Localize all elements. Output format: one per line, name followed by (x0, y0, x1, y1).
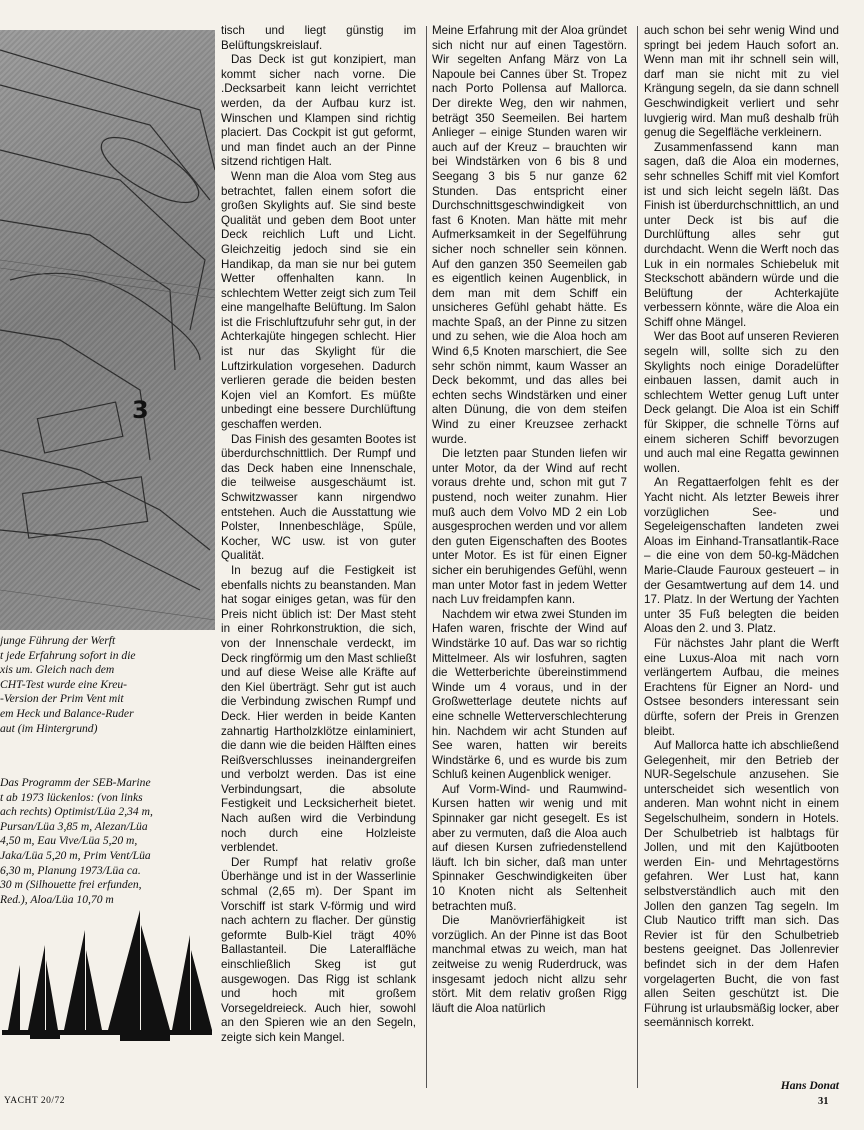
deck-plan-drawing (0, 30, 215, 630)
footer-magazine-issue: YACHT 20/72 (4, 1096, 66, 1106)
article-paragraph: Auf Vorm-Wind- und Raumwind-Kursen hatten wir wenig und mit Spinnaker gar nicht gesegelt. Es ist aber zu vermuten, daß die Aloa auch auf diesen Kursen zufriedenstellend läuft. Ich bin sicher, daß man unter Spinnaker Geschwindigkeiten über 10 Knoten nicht als Seltenheit betrachten muß. (432, 782, 627, 913)
caption-line: 6,30 m, Planung 1973/Lüa ca. (0, 863, 141, 877)
article-paragraph: tisch und liegt günstig im Belüftungskreislauf. (221, 24, 416, 52)
caption-line: Pursan/Lüa 3,85 m, Alezan/Lüa (0, 819, 148, 833)
article-paragraph: auch schon bei sehr wenig Wind und springt bei jedem Hauch sofort an. Wenn man mit ihr schnell sein will, darf man sie nicht mit zu viel Krängung segeln, da sie dann schnell Geschwindigkeit verliert und sehr luvgierig wird. Man muß deshalb früh genug die Segelfläche verkleinern. (644, 24, 839, 140)
caption-line: CHT-Test wurde eine Kreu- (0, 677, 127, 691)
page-number: 31 (818, 1096, 829, 1107)
caption-line: Das Programm der SEB-Marine (0, 776, 151, 789)
caption-line: Jaka/Lüa 5,20 m, Prim Vent/Lüa (0, 848, 151, 862)
caption-line: 30 m (Silhouette frei erfunden, (0, 878, 142, 892)
article-paragraph: Für nächstes Jahr plant die Werft eine Luxus-Aloa mit nach vorn verlängertem Aufbau, die meines Erachtens für Eigner an Nord- und Ostsee besonders interessant sein dürfte, sofern der Preis in Grenzen bleibt. (644, 636, 839, 738)
yacht-deck-plan-photo (0, 30, 215, 630)
sail-silhouettes-image (0, 905, 215, 1055)
article-paragraph: Die letzten paar Stunden liefen wir unter Motor, da der Wind auf recht voraus drehte und, schon mit gut 7 pustend, noch weiter zunahm. Hier muß auch dem Volvo MD 2 ein Lob ausgesprochen werden und vor allem den guten Eigenschaften des Bootes unter Motor. Es ist für einen Eigner sicher ein beruhigendes Gefühl, wenn man unter Motor fast in jedem Wetter nach Luv freidampfen kann. (432, 447, 627, 607)
article-column-1 (221, 24, 416, 1046)
caption-line: ach rechts) Optimist/Lüa 2,34 m, (0, 805, 153, 819)
article-paragraph: Meine Erfahrung mit der Aloa gründet sich nicht nur auf einen Tagestörn. Wir segelten Anfang März von La Napoule bei Cannes über St. Tropez nach Porto Pollensa auf Mallorca. Der direkte Weg, den wir nahmen, beträgt 350 Seemeilen. Bei hartem Anlieger – einige Stunden waren wir auch auf der Kreuz – brauchten wir bei Windstärken von 6 bis 8 und Seegang 3 bis 5 nur ganze 62 Stunden. Das entspricht einer Durchschnittsgeschwindigkeit von fast 6 Knoten. Man hätte mit mehr Aufmerksamkeit in der Segelführung sicher noch schneller sein können. Auf den ganzen 350 Seemeilen gab es eigentlich keinen Augenblick, in dem man mit dem Schiff ein unsicheres Gefühl gehabt hätte. Es machte Spaß, an der Pinne zu sitzen und zu sehen, wie die Aloa hoch am Wind 6,5 Knoten marschiert, die See sehr schön nimmt, kaum Wasser an Deck bekommt, und das alles bei echten sechs Windstärken und einer alten Dünung, die von dem steifen Wind zu einer Kreuzsee zerhackt wurde. (432, 24, 627, 446)
article-paragraph: Der Rumpf hat relativ große Überhänge und ist in der Wasserlinie schmal (2,65 m). Der Spant im Vorschiff ist stark V-förmig und wird nach achtern zu flacher. Der günstig geformte Bulb-Kiel trägt 40% Ballastanteil. Die Lateralfläche einschließlich Skeg ist gut ausgewogen. Das Rigg ist schlank und hoch mit großem Vorsegeldreieck. Auch hier, sowohl an den Spieren wie an den Segeln, zeigte sich kein Mangel. (221, 855, 416, 1044)
caption-line: xis um. Gleich nach dem (0, 663, 115, 677)
sail-silhouettes-drawing (0, 905, 215, 1055)
article-column-2 (432, 24, 627, 1016)
caption-line: 4,50 m, Eau Vive/Lüa 5,20 m, (0, 834, 138, 848)
caption-line: aut (im Hintergrund) (0, 721, 98, 735)
article-paragraph: In bezug auf die Festigkeit ist ebenfalls nichts zu beanstanden. Man hat sogar einiges getan, was für den Preis nicht üblich ist: Der Mast steht in einer Rohrkonstruktion, die sich, von der Innenschale verdeckt, im Deck ringförmig um den Mast schließt und auf diese Weise alle Kräfte auf den Kiel überträgt. Sehr gut ist auch die Verbindung zwischen Rumpf und Deck. Hier werden in beide Kanten zahnartig Hartholzklötze einlaminiert, die dann wie die beiden Hälften eines Reißverschlusses ineinandergreifen und verbolzt werden. Das ist eine Verbindungsart, die absolute Festigkeit und Lecksicherheit bietet. Nach außen wird die Verbindung noch durch eine Holzleiste verblendet. (221, 563, 416, 855)
author-signature: Hans Donat (780, 1079, 839, 1092)
article-paragraph: Wenn man die Aloa vom Steg aus betrachtet, fallen einem sofort die großen Skylights auf. Sie sind beste Qualität und geben dem Boot unter Deck reichlich Luft und Licht. Gleichzeitig jedoch sind sie ein Handikap, da man sie nur bei gutem Wetter offenhalten kann. In schlechtem Wetter zeigt sich zum Teil eine mangelhafte Belüftung. Im Salon ist die Frischluftzufuhr sehr gut, in der Achterkajüte hingegen schlecht. Hier ist nur das Skylight für die Luftzirkulation vorgesehen. Dadurch verlieren gerade die beiden besten Kojen viel an Komfort. Es müßte unbedingt eine bessere Durchlüftung geschaffen werden. (221, 169, 416, 432)
article-paragraph: Zusammenfassend kann man sagen, daß die Aloa ein modernes, sehr schnelles Schiff mit viel Komfort ist und sich leicht segeln läßt. Das Finish ist überdurchschnittlich, an und unter Deck ist bis auf die Durchlüftung alles sehr gut durchdacht. Wenn die Werft noch das Luk in ein normales Schiebeluk mit Steckschott abändern würde und die Belüftung der Achterkajüte verbessern könnte, wäre die Aloa ein Schiff ohne Mängel. (644, 140, 839, 329)
caption-line: t ab 1973 lückenlos: (von links (0, 790, 143, 804)
article-paragraph: Nachdem wir etwa zwei Stunden im Hafen waren, frischte der Wind auf Windstärke 10 auf. Das war so richtig Mittelmeer. Als wir losfuhren, sagten die Wetterberichte übereinstimmend Winde um 4 voraus, und in der Großwetterlage deutete nichts auf eine schnelle Wetterverschlechterung hin. Nachdem wir acht Stunden auf See waren, hatten wir bereits Windstärke 6, und es wurde bis zum Schluß keinen Augenblick weniger. (432, 607, 627, 782)
caption-line: -Version der Prim Vent mit (0, 692, 124, 706)
article-paragraph: Das Deck ist gut konzipiert, man kommt sicher nach vorne. Die .Decksarbeit kann leicht verrichtet werden, da der Aufbau kurz ist. Winschen und Klampen sind richtig placiert. Das Cockpit ist gut geformt, und man findet auch an der Pinne sitzend richtigen Halt. (221, 53, 416, 169)
caption-line: Red.), Aloa/Lüa 10,70 m (0, 892, 114, 906)
caption-line: junge Führung der Werft (0, 634, 116, 647)
article-column-3 (644, 24, 839, 1031)
caption-line: t jede Erfahrung sofort in die (0, 648, 136, 662)
photo-caption-bottom (0, 776, 212, 907)
article-paragraph: An Regattaerfolgen fehlt es der Yacht nicht. Als letzter Beweis ihrer vorzüglichen See- und Segeleigenschaften landeten zwei Aloas im Einhand-Transatlantik-Race – die eine von dem 50-kg-Mädchen Marie-Claude Fauroux gesteuert – in der Gesamtwertung auf dem 14. und 17. Platz. In der Wertung der Yachten unter 35 Fuß belegten die beiden Aloas den 2. und 3. Platz. (644, 476, 839, 636)
caption-line: em Heck und Balance-Ruder (0, 706, 134, 720)
photo-marker-number: 3 (132, 396, 149, 424)
photo-caption-top (0, 634, 212, 736)
column-divider (426, 26, 427, 1088)
article-paragraph: Das Finish des gesamten Bootes ist überdurchschnittlich. Der Rumpf und das Deck haben eine Innenschale, die teilweise ausgeschäumt ist. Schwitzwasser kann nirgendwo entstehen. Auch die Ausstattung wie Polster, Innenbeschläge, Spüle, Kocher, WC usw. ist von guter Qualität. (221, 432, 416, 563)
column-divider (637, 26, 638, 1088)
article-paragraph: Auf Mallorca hatte ich abschließend Gelegenheit, mir den Betrieb der NUR-Segelschule anzusehen. Sie unterscheidet sich wesentlich von anderen. Man wohnt nicht in einem Segelschulheim, sondern in Hotels. Der Schulbetrieb ist halbtags für Jollen, und mit den Kajütbooten werden Ein- und Mehrtagestörns gefahren. Wer Lust hat, kann selbstverständlich auch mit den Jollen den ganzen Tag segeln. Im Club Nautico trifft man sich. Das Revier ist für den Schulbetrieb bestens geeignet. Das Jollenrevier befindet sich in der dem Hafen vorgelagerten Bucht, die von fast allen Seiten geschützt ist. Die Führung ist urlaubsmäßig locker, aber seemännisch korrekt. (644, 739, 839, 1030)
article-paragraph: Die Manövrierfähigkeit ist vorzüglich. An der Pinne ist das Boot manchmal etwas zu weich, man hat zeitweise zu wenig Ruderdruck, was insgesamt jedoch nicht allzu sehr stört. Mit dem relativ großen Rigg läuft die Aloa natürlich (432, 914, 627, 1015)
article-paragraph: Wer das Boot auf unseren Revieren segeln will, sollte sich zu den Skylights noch einige Doradelüfter einbauen lassen, damit auch in schlechtem Wetter genug Luft unter Deck gelangt. Die Aloa ist ein Schiff für Skipper, die schnelle Törns auf einem sicheren Schiff bevorzugen und auch mal eine Regatta gewinnen wollen. (644, 330, 839, 475)
